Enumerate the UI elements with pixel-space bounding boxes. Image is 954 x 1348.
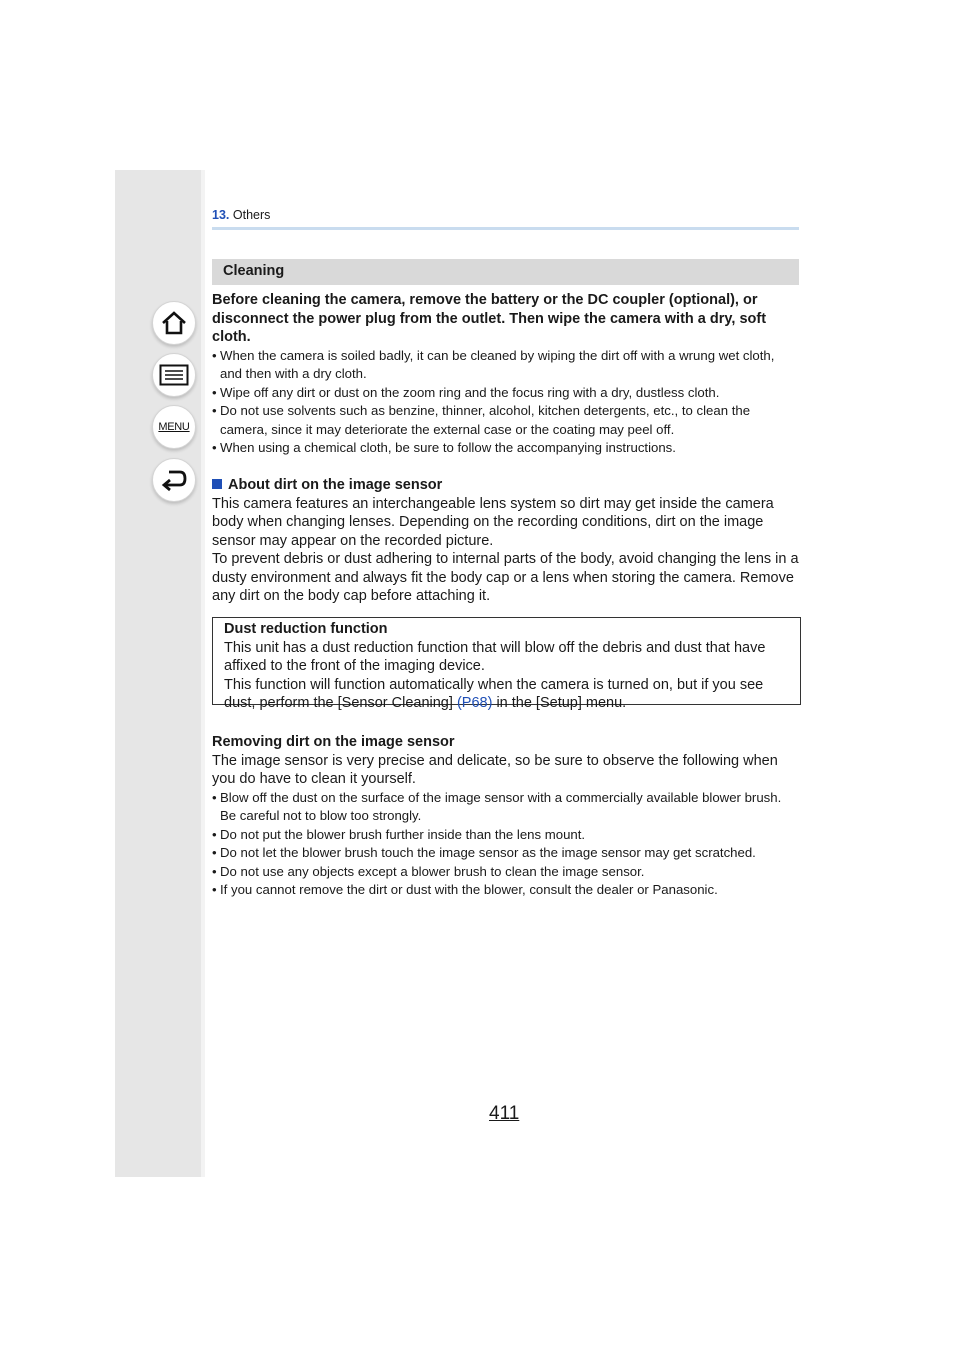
list-icon (159, 364, 189, 386)
chapter-title: Others (232, 208, 271, 222)
section-bar (212, 259, 799, 285)
dust-reduction-box (212, 617, 801, 711)
removing-dirt-heading: Removing dirt on the image sensor (212, 734, 455, 750)
sensor-dirt-block (212, 476, 800, 606)
list-item: • If you cannot remove the dirt or dust with the blower, consult the dealer or Panasonic. (212, 881, 800, 900)
page-link-p68[interactable]: (P68) (456, 695, 493, 711)
list-item: • Do not let the blower brush touch the image sensor as the image sensor may get scratched. (212, 844, 800, 863)
page-number: 411 (489, 1103, 520, 1124)
sensor-dirt-paragraph-1: This camera features an interchangeable lens system so dirt may get inside the camera body when changing lenses. Depending on the recording conditions, dirt on the image sensor may appear on the recorded picture. (212, 495, 774, 549)
home-button[interactable] (152, 301, 196, 345)
intro-block (212, 291, 800, 458)
dust-box-paragraph-2 (224, 676, 789, 713)
sensor-dirt-heading (212, 476, 800, 495)
dust-box-title: Dust reduction function (224, 621, 388, 637)
dust-box-text-before-link: This function will function automatically when the camera is turned on, but if you see dust, perform the [Sensor Cleaning] (224, 676, 764, 711)
list-item: • When the camera is soiled badly, it can be cleaned by wiping the dirt off with a wrung wet cloth, and then with a dry cloth. (212, 347, 800, 384)
section-title: Cleaning (223, 263, 285, 279)
removing-dirt-paragraph: The image sensor is very precise and delicate, so be sure to observe the following when you do have to clean it yourself. (212, 752, 778, 787)
home-icon (160, 309, 188, 337)
list-item: • Do not use any objects except a blower brush to clean the image sensor. (212, 863, 800, 882)
sidebar-edge (201, 170, 205, 1177)
back-arrow-icon (160, 467, 188, 493)
contents-button[interactable] (152, 353, 196, 397)
dust-box-paragraph-1: This unit has a dust reduction function that will blow off the debris and dust that have affixed to the front of the imaging device. (224, 639, 766, 674)
sensor-dirt-paragraph-2: To prevent debris or dust adhering to internal parts of the body, avoid changing the lens in a dusty environment and always fit the body cap or a lens when storing the camera. Remove any dirt on the body cap before attaching it. (212, 551, 799, 604)
chapter-number: 13. (212, 208, 230, 222)
list-item: • Do not put the blower brush further inside than the lens mount. (212, 826, 800, 845)
list-item: • Do not use solvents such as benzine, thinner, alcohol, kitchen detergents, etc., to clean the camera, since it may deteriorate the external case or the coating may peel off. (212, 402, 800, 439)
list-item: • Wipe off any dirt or dust on the zoom ring and the focus ring with a dry, dustless cloth. (212, 384, 800, 403)
list-item: • Blow off the dust on the surface of the image sensor with a commercially available blower brush. Be careful not to blow too strongly. (212, 789, 800, 826)
cleaning-warning: Before cleaning the camera, remove the battery or the DC coupler (optional), or disconnect the power plug from the outlet. Then wipe the camera with a dry, soft cloth. (212, 292, 767, 345)
dust-box-text-after-link: in the [Setup] menu. (496, 695, 627, 711)
menu-label: MENU (158, 421, 190, 433)
header-rule (212, 227, 799, 230)
sensor-dirt-heading-text: About dirt on the image sensor (228, 477, 443, 493)
chapter-header (212, 208, 800, 222)
list-item: • When using a chemical cloth, be sure to follow the accompanying instructions. (212, 439, 800, 458)
back-button[interactable] (152, 458, 196, 502)
removing-dirt-block (212, 733, 800, 900)
menu-button[interactable] (152, 405, 196, 449)
cleaning-tips-list (212, 347, 800, 458)
removing-dirt-list (212, 789, 800, 900)
square-bullet-icon (212, 479, 222, 489)
